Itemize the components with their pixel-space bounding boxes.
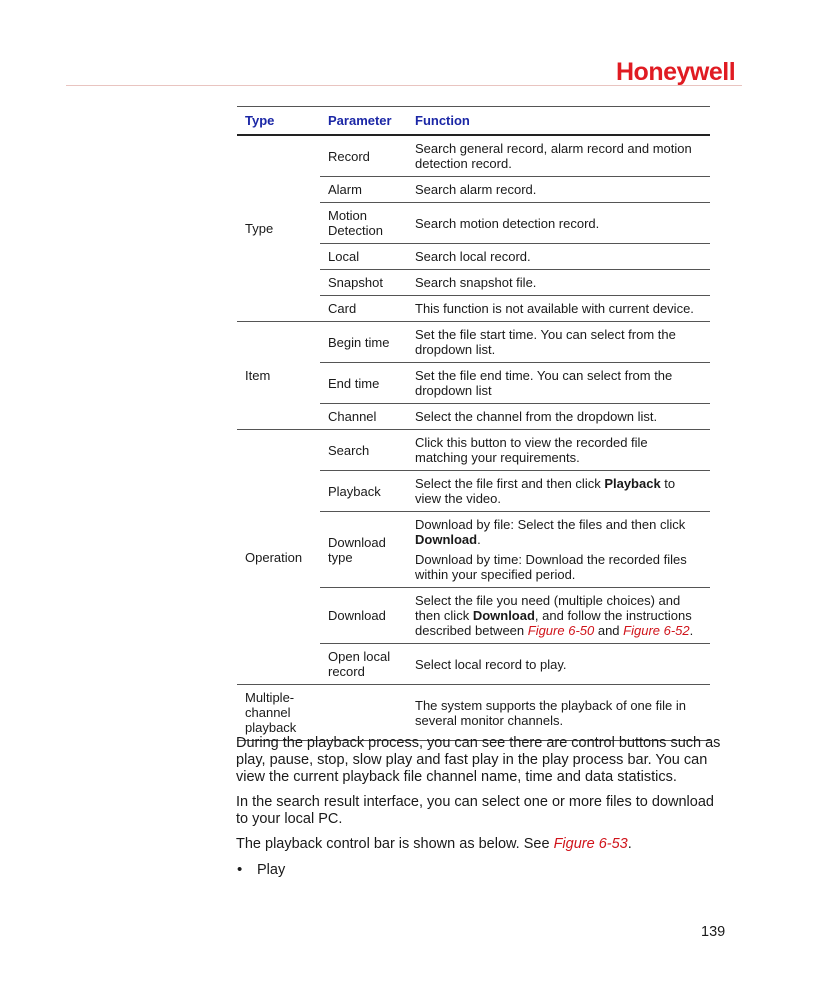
parameter-cell: Download type [320,512,407,588]
table-body [237,135,710,741]
table-row [237,430,710,471]
table-row [237,685,710,741]
text-run: Search snapshot file. [415,275,537,290]
figure-reference: Figure 6-52 [623,623,690,638]
function-cell [407,296,710,322]
text-run: , and follow the instructions described between [415,608,692,638]
text-run: Download by time: Download the recorded files within your specified period. [415,552,687,582]
parameter-cell: Search [320,430,407,471]
parameter-cell: Channel [320,404,407,430]
parameter-cell: End time [320,363,407,404]
text-run: . [477,532,481,547]
function-text [415,409,702,424]
page-number: 139 [701,924,726,940]
text-run: Select local record to play. [415,656,567,672]
text-run: . [627,836,632,852]
function-text [415,182,702,197]
parameter-cell: Snapshot [320,270,407,296]
parameter-table [237,106,710,741]
function-text [415,301,702,316]
bold-term: Download [415,532,478,547]
function-cell [407,471,710,512]
text-run: The system supports the playback of one file in several monitor channels. [415,697,686,728]
function-text [415,517,702,547]
header-divider [66,85,742,86]
function-text [415,552,702,582]
type-cell: Type [237,135,320,322]
function-text [415,275,702,290]
text-run: Click this button to view the recorded file matching your requirements. [415,435,648,465]
text-run: Download by file: Select the files and then click [415,517,686,532]
function-cell [407,644,710,685]
type-cell: Multiple-channel playback [237,685,320,741]
bold-term: Download [472,608,535,623]
function-text [415,476,702,506]
paragraph-control-bar [236,836,728,853]
function-text [415,249,702,264]
parameter-cell: Card [320,296,407,322]
parameter-cell: Record [320,135,407,177]
function-text [415,368,702,398]
function-text [415,435,702,465]
text-run: Search alarm record. [415,182,537,197]
parameter-cell: Playback [320,471,407,512]
paragraph-playback-process [236,735,728,786]
function-cell [407,177,710,203]
text-run: . [689,623,694,638]
function-cell [407,270,710,296]
function-cell [407,244,710,270]
text-run: Select the file you need (multiple choices) and then click [415,593,681,623]
text-run: to view the video. [415,476,676,506]
parameter-cell: Open local record [320,644,407,685]
function-cell [407,203,710,244]
figure-reference: Figure 6-53 [553,836,628,852]
function-cell [407,135,710,177]
table-header-row [237,107,710,136]
text-run: The playback control bar is shown as below. See [236,836,554,852]
function-cell [407,404,710,430]
function-text [415,141,702,171]
function-text [415,216,702,231]
text-run: Select the file first and then click [415,476,605,491]
function-cell [407,363,710,404]
parameter-cell [320,685,407,741]
text-run: This function is not available with current device. [415,301,694,316]
parameter-cell: Download [320,588,407,644]
table-row [237,322,710,363]
paragraph-search-result [236,794,728,828]
bullet-item-play: Play [257,862,286,878]
text-run: Search motion detection record. [415,215,600,231]
function-text [415,593,702,638]
bold-term: Playback [604,476,661,491]
text-run: Set the file start time. You can select from the dropdown list. [415,327,676,357]
function-text [415,698,702,728]
type-cell: Operation [237,430,320,685]
parameter-cell: Alarm [320,177,407,203]
text-run: In the search result interface, you can select one or more files to download to your local PC. [236,794,714,827]
parameter-cell: Motion Detection [320,203,407,244]
table-row [237,135,710,177]
text-run: and [594,623,624,638]
function-cell [407,685,710,741]
function-text [415,657,702,672]
column-header-parameter: Parameter [320,107,407,136]
function-cell [407,512,710,588]
text-run: Select the channel from the dropdown list. [415,409,658,424]
text-run: Search local record. [415,249,531,264]
parameter-cell: Begin time [320,322,407,363]
function-cell [407,430,710,471]
function-text [415,327,702,357]
column-header-type: Type [237,107,320,136]
text-run: Search general record, alarm record and motion detection record. [415,141,692,171]
function-cell [407,588,710,644]
brand-logo: Honeywell [616,58,736,86]
figure-reference: Figure 6-50 [527,623,595,638]
parameter-cell: Local [320,244,407,270]
type-cell: Item [237,322,320,430]
function-cell [407,322,710,363]
text-run: Set the file end time. You can select from the dropdown list [415,368,673,398]
text-run: During the playback process, you can see there are control buttons such as play, pause, stop, slow play and fast play in the play process bar. You can view the current playback file channel name, time and data statistics. [236,735,721,785]
bullet-symbol: • [237,861,243,878]
column-header-function: Function [407,107,710,136]
